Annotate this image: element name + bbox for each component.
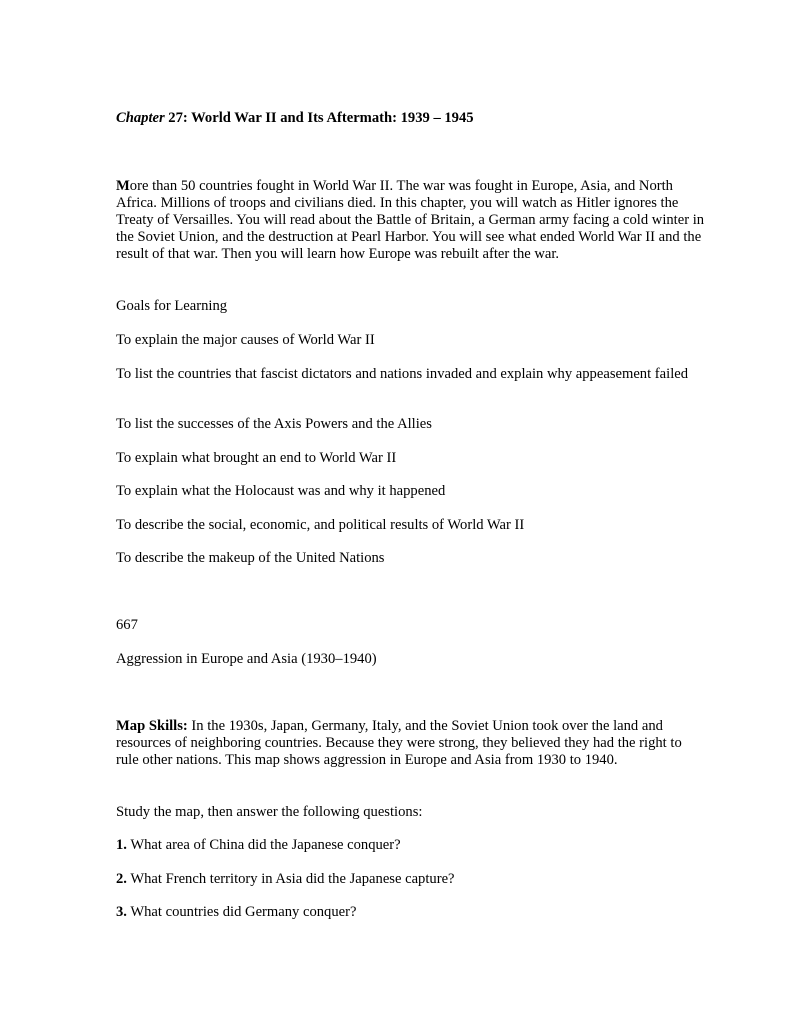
intro-text: ore than 50 countries fought in World War II. The war was fought in Europe, Asia, and North Africa. Millions of troops and civilians died. In this chapter, you will watch as Hitler ignores the Treaty of Versailles. You will read about the Battle of Britain, a German army facing a cold winter in the Soviet Union, and the destruction at Pearl Harbor. You will see what ended World War II and the result of that war. Then you will learn how Europe was rebuilt after the war. — [116, 178, 705, 262]
intro-paragraph — [116, 178, 706, 263]
map-skills-text: In the 1930s, Japan, Germany, Italy, and the Soviet Union took over the land and resources of neighboring countries. Because they were strong, they believed they had the right to rule other nations. This map shows aggression in Europe and Asia from 1930 to 1940. — [116, 718, 682, 768]
question-text: What French territory in Asia did the Japanese capture? — [126, 871, 455, 887]
map-skills-paragraph — [116, 718, 706, 769]
question-text: What area of China did the Japanese conquer? — [126, 837, 401, 853]
goal-item: To explain the major causes of World War II — [116, 332, 375, 348]
chapter-title-text: 27: World War II and Its Aftermath: 1939 – 1945 — [164, 110, 474, 126]
goal-item: To explain what brought an end to World War II — [116, 450, 397, 466]
question-item — [116, 871, 706, 888]
goal-item: To list the successes of the Axis Powers and the Allies — [116, 416, 432, 432]
section-title: Aggression in Europe and Asia (1930–1940) — [116, 651, 377, 667]
goal-item: To describe the makeup of the United Nations — [116, 550, 385, 566]
intro-first-letter: M — [116, 178, 130, 194]
goal-item: To explain what the Holocaust was and why it happened — [116, 483, 446, 499]
goal-item: To list the countries that fascist dictators and nations invaded and explain why appeasement failed — [116, 366, 689, 382]
chapter-title — [116, 110, 706, 127]
chapter-label: Chapter — [116, 110, 165, 126]
question-text: What countries did Germany conquer? — [126, 904, 357, 920]
map-skills-label: Map Skills: — [116, 718, 188, 734]
study-prompt: Study the map, then answer the following questions: — [116, 804, 423, 820]
goal-item: To describe the social, economic, and political results of World War II — [116, 517, 525, 533]
question-item — [116, 837, 706, 854]
page-number: 667 — [116, 617, 138, 633]
question-number: 1. — [116, 837, 127, 853]
goals-heading: Goals for Learning — [116, 298, 228, 314]
question-item — [116, 904, 706, 921]
question-number: 2. — [116, 871, 127, 887]
question-number: 3. — [116, 904, 127, 920]
